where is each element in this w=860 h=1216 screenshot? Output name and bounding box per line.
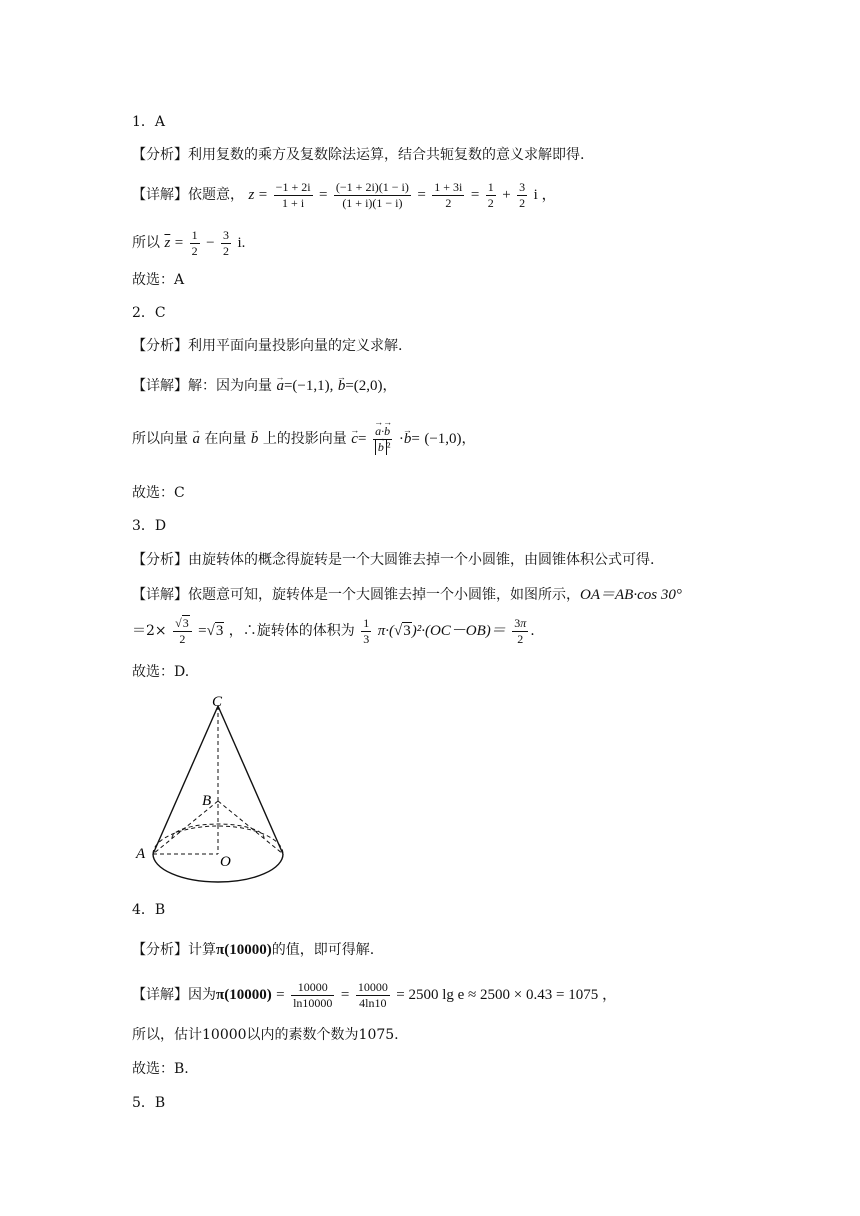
- q2-proj: 所以向量 → a 在向量 → b 上的投影向量 → c= → a·→ b → b ² ·→ b= (−1,0)，: [132, 418, 476, 460]
- q1-frac5-num: 3: [519, 179, 526, 194]
- q3-line2-c: π·(: [377, 623, 394, 639]
- cone-left-edge: [153, 706, 218, 854]
- q1-detail-prefix: 【详解】依题意，: [132, 187, 244, 203]
- base-front-arc: [153, 854, 283, 882]
- q1-conj-tail: i.: [237, 235, 246, 251]
- q4-detail-prefix: 【详解】因为: [132, 987, 216, 1003]
- q2-b-vec: (2,0): [353, 378, 383, 394]
- q4-analysis-func: π(10000): [216, 942, 272, 958]
- q4-analysis-prefix: 【分析】计算: [132, 942, 216, 958]
- q2-number: 2．C: [132, 305, 166, 321]
- q4-analysis-suffix: 的值，即可得解.: [271, 942, 375, 958]
- q1-conj: 所以 $\overline{z}$ = $\frac{1}{2}$ − $\frac{3}{2}$ i.: [132, 227, 246, 258]
- q2-proj-prefix: 所以向量: [132, 431, 188, 447]
- q2-a-vec: (−1,1): [292, 378, 330, 394]
- q3-detail-math: OA＝AB·cos 30°: [580, 587, 682, 603]
- segment-b-right: [218, 801, 283, 854]
- q2-proj-mid2: 上的投影向量: [262, 431, 347, 447]
- q1-number: 1．A: [132, 114, 166, 130]
- q3-line2-e: .: [530, 623, 535, 639]
- q2-detail: 【详解】解：因为向量 → a=(−1,1), → b=(2,0)，: [132, 376, 397, 396]
- q3-detail-line1: [132, 585, 682, 605]
- q3-analysis: 【分析】由旋转体的概念得旋转是一个大圆锥去掉一个小圆锥，由圆锥体积公式可得.: [132, 552, 655, 568]
- q1-detail: 【详解】依题意， z = $\frac{-1 + 2i}{1 + i}$ = $\frac{(-1 + 2i)(1 - i)}{(1 + i)(1 - i)}$ = $\frac{1 + 3i}{2}$ = $\frac{1}{2}$ + $\frac{3}{2}$ i ，: [132, 179, 557, 210]
- q1-conj-var: $\overline{z}$: [164, 235, 171, 251]
- q4-analysis: [132, 940, 374, 960]
- q4-detail-tail: = 2500 lg e ≈ 2500 × 0.43 = 1075 ，: [396, 987, 617, 1003]
- q1-frac2-num: (−1 + 2i)(1 − i): [335, 179, 409, 194]
- q1-conj-prefix: 所以: [132, 235, 160, 251]
- q1-conj-b-num: 3: [223, 227, 230, 242]
- q4-fracA-den: ln10000: [293, 995, 333, 1010]
- q3-detail-text: 【详解】依题意可知，旋转体是一个大圆锥去掉一个小圆锥，如图所示，: [132, 587, 580, 603]
- q2-proj-result: (−1,0): [424, 431, 462, 447]
- q1-frac4-num: 1: [487, 179, 494, 194]
- label-c: C: [212, 694, 223, 710]
- q2-analysis: 【分析】利用平面向量投影向量的定义求解.: [132, 338, 403, 354]
- q1-frac2-den: (1 + i)(1 − i): [342, 195, 403, 210]
- q3-line2-d: )²·(OC－OB)＝: [411, 623, 506, 639]
- q1-frac5-den: 2: [519, 195, 526, 210]
- label-o: O: [220, 854, 231, 870]
- q4-fracA-num: 10000: [291, 980, 334, 996]
- cone-right-edge: [218, 706, 283, 854]
- q4-detail-func: π(10000): [216, 987, 272, 1003]
- q4-number: 4．B: [132, 902, 166, 918]
- q1-frac4-den: 2: [487, 195, 494, 210]
- q3-line2-b: ，∴旋转体的体积为: [228, 623, 355, 639]
- q2-proj-mid1: 在向量: [204, 431, 247, 447]
- q3-line2-a: ＝2×: [132, 623, 167, 639]
- q4-conclusion: 所以，估计10000以内的素数个数为1075.: [132, 1027, 399, 1043]
- q2-detail-prefix: 【详解】解：因为向量: [132, 378, 272, 394]
- q1-frac1-den: 1 + i: [282, 195, 305, 210]
- label-b: B: [202, 793, 212, 809]
- q3-number: 3．D: [132, 518, 167, 534]
- q3-choice: 故选：D.: [132, 664, 190, 680]
- q4-fracB-num: 10000: [357, 979, 388, 994]
- q3-detail-line2: ＝2× $\frac{√3}{2}$ =√3 ，∴旋转体的体积为 $\frac{1}{3}$ π·(√3)²·(OC－OB)＝ $\frac{3\pi}{2}$ .: [132, 615, 535, 646]
- label-a: A: [136, 846, 146, 862]
- q1-z-var: z: [248, 187, 255, 203]
- q2-choice: 故选：C: [132, 485, 185, 501]
- q1-frac3-num: 1 + 3i: [434, 179, 463, 194]
- q4-fracB-den: 4ln10: [359, 995, 387, 1010]
- q1-frac1-num: −1 + 2i: [275, 179, 311, 194]
- q1-conj-b-den: 2: [223, 243, 230, 258]
- q4-choice: 故选：B.: [132, 1061, 189, 1077]
- q1-conj-a-den: 2: [191, 243, 198, 258]
- q4-detail: 【详解】因为π(10000) = $\frac{10000}{\ln 10000}$ = $\frac{10000}{4\ln 10}$ = 2500 lg e ≈ 2500 × 0.43 = 1075 ，: [132, 979, 617, 1010]
- q1-frac3-den: 2: [445, 195, 452, 210]
- cone-figure: [130, 692, 300, 892]
- q1-tail: i ，: [533, 187, 557, 203]
- q5-number: 5．B: [132, 1095, 166, 1111]
- q1-analysis: 【分析】利用复数的乘方及复数除法运算，结合共轭复数的意义求解即得.: [132, 147, 585, 163]
- q1-conj-a-num: 1: [191, 227, 198, 242]
- q1-choice: 故选：A: [132, 272, 185, 288]
